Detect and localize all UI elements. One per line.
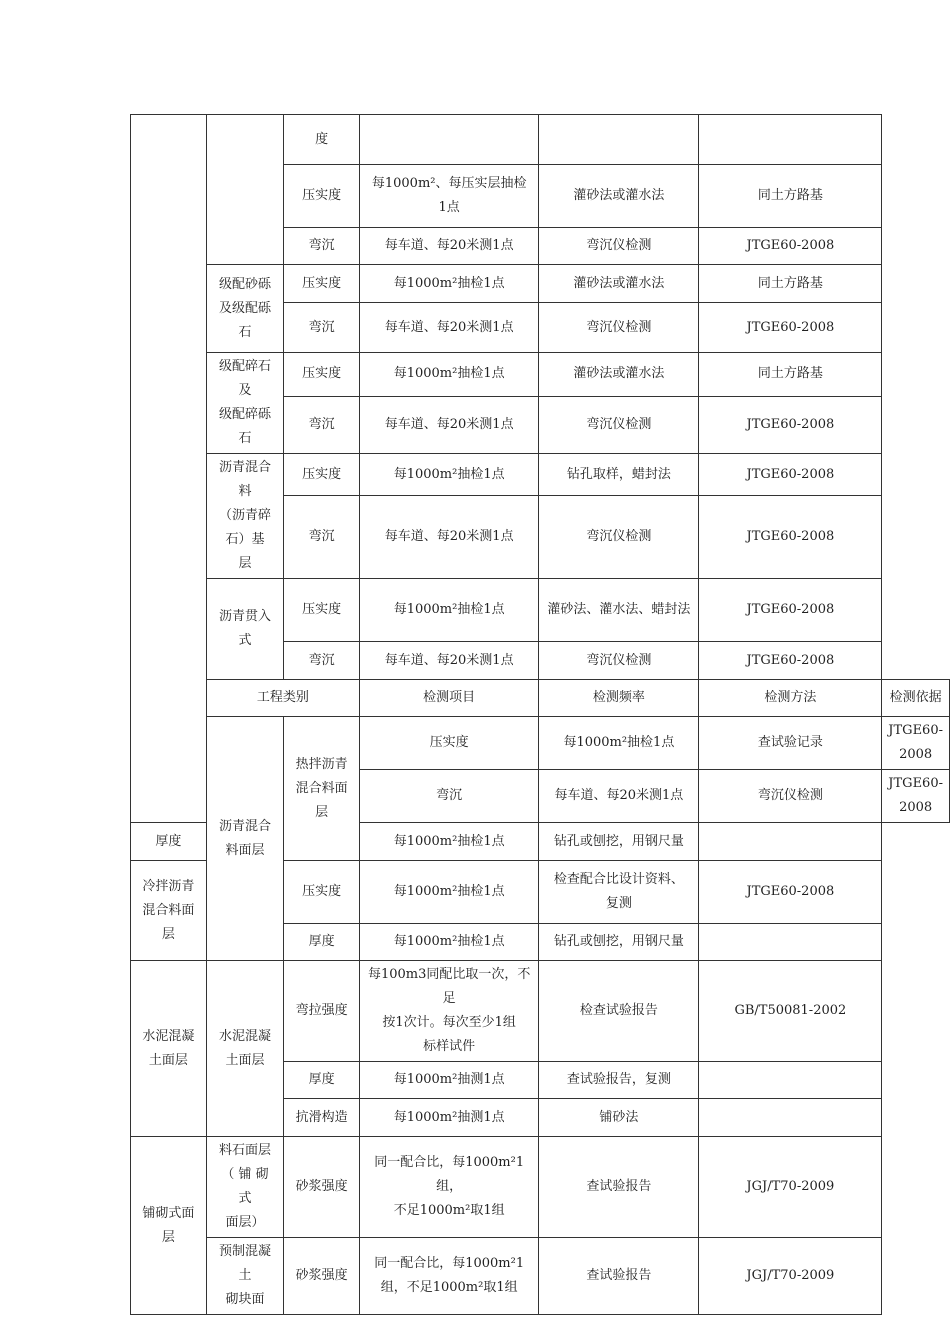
table-row bbox=[131, 353, 950, 397]
method-cell: 灌砂法或灌水法 bbox=[539, 353, 699, 397]
table-row bbox=[131, 454, 950, 496]
item-cell: 弯沉 bbox=[284, 303, 360, 353]
basis-cell: 同土方路基 bbox=[699, 353, 882, 397]
item-cell: 压实度 bbox=[360, 717, 539, 770]
table-row bbox=[131, 115, 950, 165]
category-cell: 铺砌式面 层 bbox=[131, 1137, 207, 1315]
subcategory-cell: 热拌沥青 混合料面 层 bbox=[284, 717, 360, 861]
basis-cell: 同土方路基 bbox=[699, 165, 882, 228]
item-cell: 压实度 bbox=[284, 265, 360, 303]
item-cell: 弯沉 bbox=[360, 770, 539, 823]
basis-cell bbox=[699, 115, 882, 165]
basis-cell: JGJ/T70-2009 bbox=[699, 1238, 882, 1315]
freq-cell: 每车道、每20米测1点 bbox=[360, 228, 539, 265]
subcategory-cell bbox=[206, 115, 283, 265]
item-cell: 压实度 bbox=[284, 353, 360, 397]
freq-cell: 每车道、每20米测1点 bbox=[539, 770, 699, 823]
category-cell: 沥青混合 料面层 bbox=[206, 717, 283, 961]
category-cell: 水泥混凝 土面层 bbox=[131, 961, 207, 1137]
subcategory-cell: 级配碎石及 级配碎砾石 bbox=[206, 353, 283, 454]
method-cell: 检查试验报告 bbox=[539, 961, 699, 1062]
inspection-table bbox=[130, 114, 950, 1315]
method-cell: 灌砂法或灌水法 bbox=[539, 165, 699, 228]
method-cell: 弯沉仪检测 bbox=[539, 496, 699, 579]
item-cell: 弯沉 bbox=[284, 396, 360, 453]
basis-cell: JTGE60-2008 bbox=[699, 228, 882, 265]
basis-cell bbox=[699, 924, 882, 961]
freq-cell bbox=[360, 115, 539, 165]
subcategory-cell: 沥青混合料 （沥青碎 石）基 层 bbox=[206, 454, 283, 579]
method-cell: 查试验报告 bbox=[539, 1238, 699, 1315]
item-cell: 弯沉 bbox=[284, 496, 360, 579]
item-cell: 压实度 bbox=[284, 579, 360, 642]
item-cell: 砂浆强度 bbox=[284, 1137, 360, 1238]
basis-cell: JTGE60-2008 bbox=[699, 579, 882, 642]
freq-cell: 同一配合比，每1000m²1组， 不足1000m²取1组 bbox=[360, 1137, 539, 1238]
table-row bbox=[131, 961, 950, 1062]
freq-cell: 每1000m²抽检1点 bbox=[360, 353, 539, 397]
item-cell: 压实度 bbox=[284, 165, 360, 228]
method-cell: 弯沉仪检测 bbox=[699, 770, 882, 823]
category-cell bbox=[131, 115, 207, 823]
table-row bbox=[131, 265, 950, 303]
method-cell: 弯沉仪检测 bbox=[539, 642, 699, 680]
basis-cell: JTGE60-2008 bbox=[699, 303, 882, 353]
method-cell: 钻孔取样，蜡封法 bbox=[539, 454, 699, 496]
basis-cell bbox=[699, 823, 882, 861]
basis-cell: JTGE60-2008 bbox=[882, 717, 950, 770]
basis-cell: JGJ/T70-2009 bbox=[699, 1137, 882, 1238]
basis-cell: 同土方路基 bbox=[699, 265, 882, 303]
table-row bbox=[131, 717, 950, 770]
header-freq: 检测频率 bbox=[539, 680, 699, 717]
freq-cell: 每1000m²抽检1点 bbox=[360, 579, 539, 642]
method-cell: 弯沉仪检测 bbox=[539, 303, 699, 353]
item-cell: 压实度 bbox=[284, 454, 360, 496]
freq-cell: 每车道、每20米测1点 bbox=[360, 496, 539, 579]
freq-cell: 每1000m²抽检1点 bbox=[360, 454, 539, 496]
subcategory-cell: 预制混凝土 砌块面 bbox=[206, 1238, 283, 1315]
method-cell: 查试验报告，复测 bbox=[539, 1062, 699, 1099]
freq-cell: 每1000m²抽检1点 bbox=[360, 924, 539, 961]
item-cell: 度 bbox=[284, 115, 360, 165]
table-row bbox=[131, 579, 950, 642]
method-cell bbox=[539, 115, 699, 165]
item-cell: 砂浆强度 bbox=[284, 1238, 360, 1315]
subcategory-cell: 冷拌沥青 混合料面 层 bbox=[131, 861, 207, 961]
subcategory-cell: 沥青贯入式 bbox=[206, 579, 283, 680]
method-cell: 灌砂法、灌水法、蜡封法 bbox=[539, 579, 699, 642]
method-cell: 弯沉仪检测 bbox=[539, 228, 699, 265]
method-cell: 检查配合比设计资料、 复测 bbox=[539, 861, 699, 924]
subcategory-cell: 水泥混凝 土面层 bbox=[206, 961, 283, 1137]
method-cell: 弯沉仪检测 bbox=[539, 396, 699, 453]
subcategory-cell: 料石面层 （ 铺 砌 式 面层） bbox=[206, 1137, 283, 1238]
freq-cell: 每1000m²抽检1点 bbox=[539, 717, 699, 770]
freq-cell: 每1000m²抽检1点 bbox=[360, 265, 539, 303]
item-cell: 弯沉 bbox=[284, 642, 360, 680]
method-cell: 钻孔或刨挖，用钢尺量 bbox=[539, 823, 699, 861]
method-cell: 查试验记录 bbox=[699, 717, 882, 770]
table-header-row bbox=[131, 680, 950, 717]
header-item: 检测项目 bbox=[360, 680, 539, 717]
basis-cell: JTGE60-2008 bbox=[699, 396, 882, 453]
freq-cell: 每车道、每20米测1点 bbox=[360, 303, 539, 353]
freq-cell: 每100m3同配比取一次，不足 按1次计。每次至少1组 标样试件 bbox=[360, 961, 539, 1062]
basis-cell bbox=[699, 1099, 882, 1137]
subcategory-cell: 级配砂砾 及级配砾 石 bbox=[206, 265, 283, 353]
basis-cell: GB/T50081-2002 bbox=[699, 961, 882, 1062]
item-cell: 厚度 bbox=[284, 924, 360, 961]
freq-cell: 每1000m²抽测1点 bbox=[360, 1062, 539, 1099]
basis-cell: JTGE60-2008 bbox=[699, 642, 882, 680]
freq-cell: 每车道、每20米测1点 bbox=[360, 396, 539, 453]
basis-cell: JTGE60-2008 bbox=[699, 496, 882, 579]
freq-cell: 同一配合比，每1000m²1 组，不足1000m²取1组 bbox=[360, 1238, 539, 1315]
freq-cell: 每1000m²抽检1点 bbox=[360, 861, 539, 924]
header-category: 工程类别 bbox=[206, 680, 359, 717]
item-cell: 厚度 bbox=[284, 1062, 360, 1099]
item-cell: 压实度 bbox=[284, 861, 360, 924]
basis-cell: JTGE60-2008 bbox=[699, 861, 882, 924]
method-cell: 钻孔或刨挖，用钢尺量 bbox=[539, 924, 699, 961]
freq-cell: 每车道、每20米测1点 bbox=[360, 642, 539, 680]
method-cell: 查试验报告 bbox=[539, 1137, 699, 1238]
item-cell: 弯拉强度 bbox=[284, 961, 360, 1062]
basis-cell bbox=[699, 1062, 882, 1099]
freq-cell: 每1000m²抽测1点 bbox=[360, 1099, 539, 1137]
item-cell: 厚度 bbox=[131, 823, 207, 861]
table-row bbox=[131, 1137, 950, 1238]
header-method: 检测方法 bbox=[699, 680, 882, 717]
freq-cell: 每1000m²、每压实层抽检 1点 bbox=[360, 165, 539, 228]
freq-cell: 每1000m²抽检1点 bbox=[360, 823, 539, 861]
basis-cell: JTGE60-2008 bbox=[882, 770, 950, 823]
basis-cell: JTGE60-2008 bbox=[699, 454, 882, 496]
method-cell: 灌砂法或灌水法 bbox=[539, 265, 699, 303]
item-cell: 弯沉 bbox=[284, 228, 360, 265]
table-row bbox=[131, 1238, 950, 1315]
method-cell: 铺砂法 bbox=[539, 1099, 699, 1137]
header-basis: 检测依据 bbox=[882, 680, 950, 717]
item-cell: 抗滑构造 bbox=[284, 1099, 360, 1137]
